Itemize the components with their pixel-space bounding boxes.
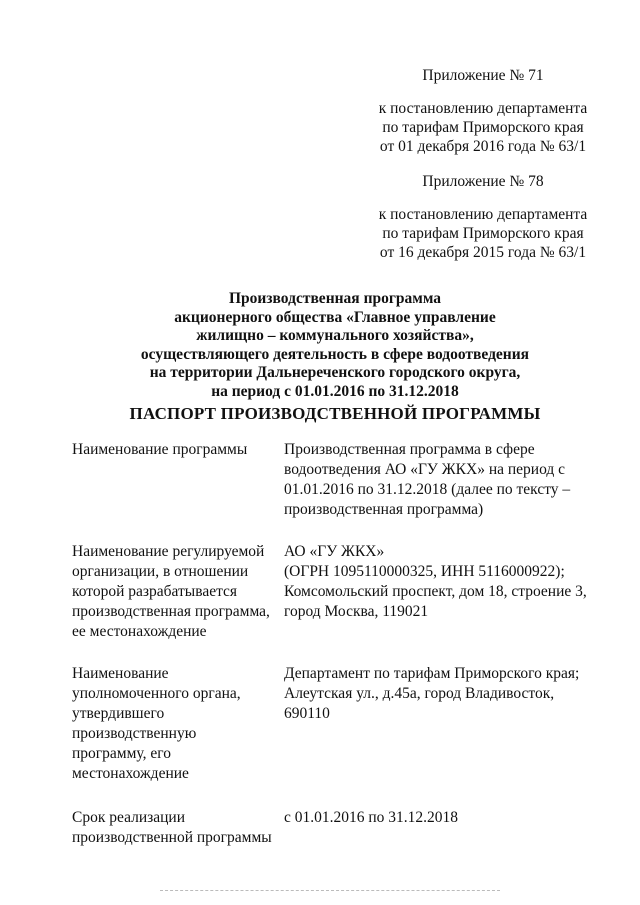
passport-heading: ПАСПОРТ ПРОИЗВОДСТВЕННОЙ ПРОГРАММЫ: [129, 404, 541, 423]
row-label-line: Наименование: [72, 665, 169, 682]
annex-71-line: по тарифам Приморского края: [382, 119, 584, 136]
row-label-line: организации, в отношении: [72, 563, 249, 580]
row-label-line: уполномоченного органа,: [72, 685, 241, 702]
passport-row-period: [72, 808, 602, 848]
passport-row-organization: [72, 542, 602, 642]
row-value-line: Производственная программа в сфере: [284, 441, 535, 458]
annex-78-block: [378, 172, 588, 262]
row-label: [72, 664, 284, 784]
row-value-line: АО «ГУ ЖКХ»: [284, 543, 385, 560]
row-value-line: с 01.01.2016 по 31.12.2018: [284, 809, 459, 826]
row-value: [284, 542, 602, 642]
program-title-line: Производственная программа: [228, 290, 442, 307]
annex-71-line: от 01 декабря 2016 года № 63/1: [379, 138, 587, 155]
row-value: [284, 440, 602, 520]
passport-row-authority: [72, 664, 602, 784]
row-label-line: программу, его: [72, 745, 171, 762]
annex-71-reference: [378, 99, 588, 156]
row-value-line: Алеутская ул., д.45а, город Владивосток,: [284, 685, 555, 702]
annex-71-block: [378, 66, 588, 156]
annex-78-reference: [378, 205, 588, 262]
row-label-line: местонахождение: [72, 765, 189, 782]
program-title-line: осуществляющего деятельность в сфере водоотведения: [140, 345, 530, 363]
program-title-line: жилищно – коммунального хозяйства»,: [196, 327, 474, 344]
row-value-line: город Москва, 119021: [284, 603, 429, 620]
row-label-line: Наименование регулируемой: [72, 543, 265, 560]
row-value: [284, 664, 602, 784]
row-value-line: Комсомольский проспект, дом 18, строение 3,: [284, 583, 587, 600]
row-label: [72, 808, 284, 848]
row-value-line: 690110: [284, 705, 330, 722]
row-label-line: производственной программы: [72, 829, 272, 846]
row-value-line: (ОГРН 1095110000325, ИНН 5116000922);: [284, 563, 565, 580]
row-label-line: Срок реализации: [72, 809, 185, 826]
row-label-line: Наименование программы: [72, 441, 248, 458]
row-value-line: водоотведения АО «ГУ ЖКХ» на период с: [284, 461, 566, 478]
annex-78-line: к постановлению департамента: [378, 206, 588, 223]
program-title-line: на период с 01.01.2016 по 31.12.2018: [211, 382, 459, 400]
row-label-line: производственную: [72, 725, 197, 742]
row-label-line: утвердившего: [72, 705, 165, 722]
row-label: [72, 440, 284, 520]
scan-edge-divider: [160, 890, 500, 892]
program-title-line: акционерного общества «Главное управление: [174, 308, 496, 326]
row-label: [72, 542, 284, 642]
row-label-line: которой разрабатывается: [72, 583, 238, 600]
row-value-line: 01.01.2016 по 31.12.2018 (далее по тексту –: [284, 481, 571, 498]
row-value: [284, 808, 602, 848]
passport-table: [72, 440, 602, 848]
row-value-line: производственная программа): [284, 501, 484, 518]
passport-row-program-name: [72, 440, 602, 520]
program-title-line: на территории Дальнереченского городского округа,: [149, 364, 521, 381]
row-label-line: ее местонахождение: [72, 623, 207, 640]
row-value-line: Департамент по тарифам Приморского края;: [284, 665, 580, 682]
annex-78-line: от 16 декабря 2015 года № 63/1: [379, 244, 587, 261]
row-label-line: производственная программа,: [72, 603, 270, 620]
annex-78-line: по тарифам Приморского края: [382, 225, 584, 242]
program-title: [60, 290, 610, 401]
annex-71-line: к постановлению департамента: [378, 100, 588, 117]
annex-71-title: Приложение № 71: [422, 67, 544, 84]
annex-78-title: Приложение № 78: [422, 173, 544, 190]
